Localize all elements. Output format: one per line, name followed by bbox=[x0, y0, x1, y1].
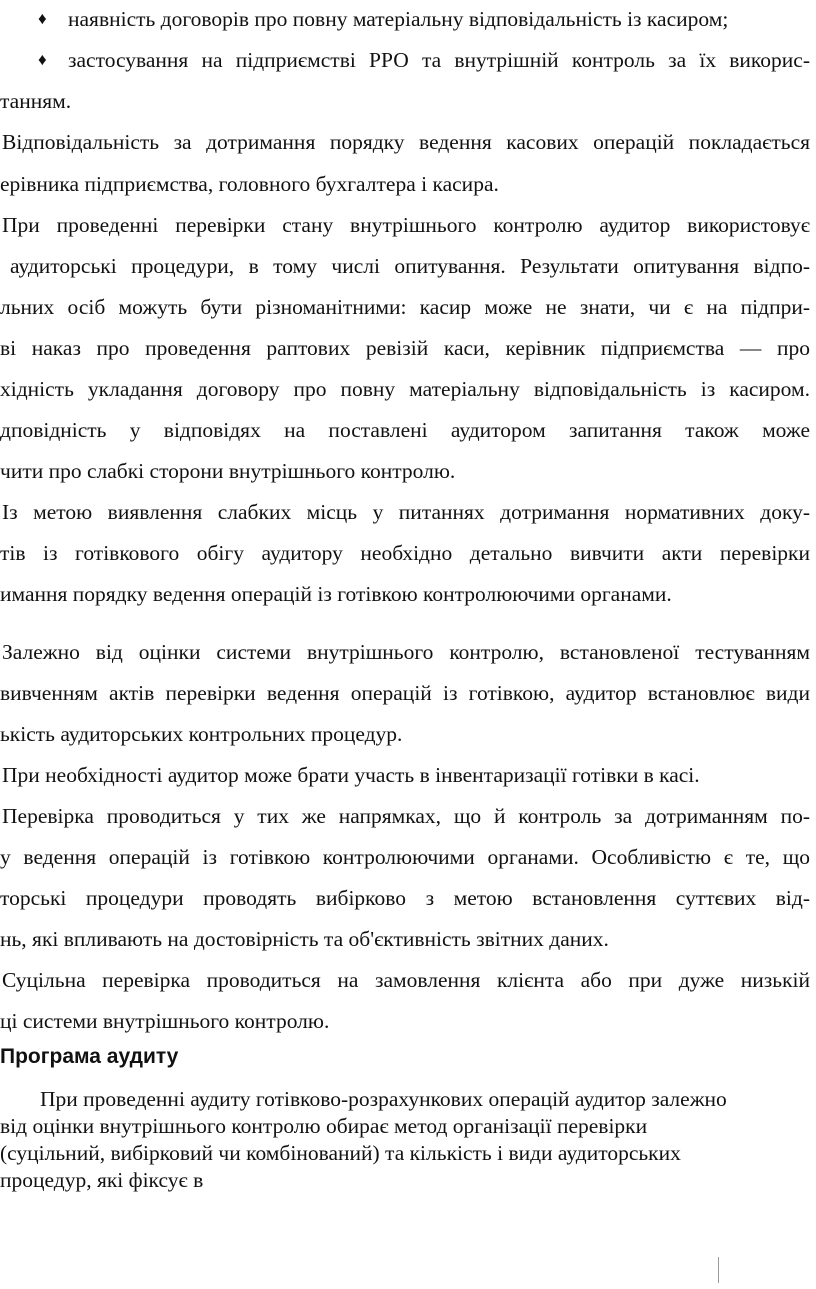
text-line: ькість аудиторських контрольних процедур. bbox=[0, 722, 403, 746]
text-line: При проведенні перевірки стану внутрішнього контролю аудитор використовує bbox=[2, 213, 810, 237]
text-line: чити про слабкі сторони внутрішнього контролю. bbox=[0, 459, 456, 483]
text-line: ві наказ про проведення раптових ревізій каси, керівник підприємства — про bbox=[0, 336, 810, 360]
bullet-text-line: танням. bbox=[0, 89, 72, 113]
text-line: дповідність у відповідях на поставлені аудитором запитання також може bbox=[0, 418, 810, 442]
text-line: Перевірка проводиться у тих же напрямках, що й контроль за дотриманням по- bbox=[2, 804, 810, 828]
text-line: Із метою виявлення слабких місць у питаннях дотримання нормативних доку- bbox=[2, 500, 810, 524]
text-line: нь, які впливають на достовірність та об'єктивність звітних даних. bbox=[0, 927, 609, 951]
text-line: процедур, які фіксує в bbox=[0, 1168, 204, 1192]
section-heading: Програма аудиту bbox=[0, 1045, 179, 1068]
text-line: вивченням актів перевірки ведення операцій із готівкою, аудитор встановлює види bbox=[0, 681, 810, 705]
text-line: Залежно від оцінки системи внутрішнього контролю, встановленої тестуванням bbox=[2, 640, 810, 664]
text-line: Суцільна перевірка проводиться на замовлення клієнта або при дуже низькій bbox=[2, 968, 810, 992]
text-line: льних осіб можуть бути різноманітними: касир може не знати, чи є на підпри- bbox=[0, 295, 810, 319]
text-line: (суцільний, вибірковий чи комбінований) та кількість і види аудиторських bbox=[0, 1141, 681, 1165]
bullet-text-line: застосування на підприємстві РРО та внутрішній контроль за їх викорис- bbox=[68, 48, 810, 72]
bullet-text-line: наявність договорів про повну матеріальну відповідальність із касиром; bbox=[68, 7, 729, 31]
text-line: від оцінки внутрішнього контролю обирає метод організації перевірки bbox=[0, 1114, 648, 1138]
text-line: При необхідності аудитор може брати участь в інвентаризації готівки в касі. bbox=[2, 763, 700, 787]
diamond-bullet-icon: ♦ bbox=[38, 50, 47, 69]
text-line: хідність укладання договору про повну матеріальну відповідальність із касиром. bbox=[0, 377, 810, 401]
text-line: торські процедури проводять вибірково з метою встановлення суттєвих від- bbox=[0, 886, 810, 910]
text-line: ці системи внутрішнього контролю. bbox=[0, 1009, 330, 1033]
page-footer-divider bbox=[718, 1257, 719, 1283]
diamond-bullet-icon: ♦ bbox=[38, 9, 47, 28]
text-line: имання порядку ведення операцій із готівкою контролюючими органами. bbox=[0, 582, 672, 606]
text-line: у ведення операцій із готівкою контролюючими органами. Особливістю є те, що bbox=[0, 845, 810, 869]
text-line: ерівника підприємства, головного бухгалтера і касира. bbox=[0, 172, 499, 196]
text-line: аудиторські процедури, в тому числі опитування. Результати опитування відпо- bbox=[10, 254, 810, 278]
text-line: Відповідальність за дотримання порядку ведення касових операцій покладається bbox=[2, 130, 810, 154]
text-line: тів із готівкового обігу аудитору необхідно детально вивчити акти перевірки bbox=[0, 541, 810, 565]
text-line: При проведенні аудиту готівково-розрахункових операцій аудитор залежно bbox=[40, 1087, 727, 1111]
